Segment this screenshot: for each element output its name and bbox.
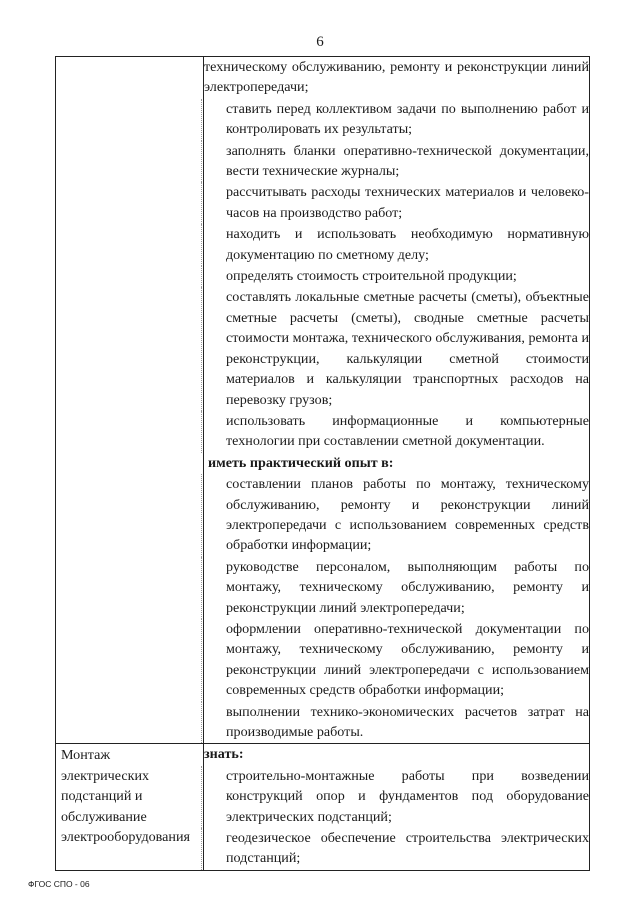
requirements-cell <box>204 57 590 744</box>
table-row <box>56 57 590 744</box>
module-title-cell <box>56 744 204 870</box>
table-row <box>56 744 590 870</box>
list-item: оформлении оперативно-технической документации по монтажу, техническому обслуживанию, ремонту и реконструкции линий электропередачи с использованием современных средств обработки информации; <box>204 619 589 702</box>
list-item: находить и использовать необходимую нормативную документацию по сметному делу; <box>204 224 589 266</box>
list-item: составлении планов работы по монтажу, техническому обслуживанию, ремонту и реконструкции линий электропередачи с использованием современных средств обработки информации; <box>204 474 589 557</box>
section-heading: знать: <box>204 746 244 763</box>
list-item: строительно-монтажные работы при возведении конструкций опор и фундаментов под оборудование электрических подстанций; <box>204 766 589 828</box>
list-item: заполнять бланки оперативно-технической документации, вести технические журналы; <box>204 141 589 183</box>
list-item: определять стоимость строительной продукции; <box>204 266 589 287</box>
footer-label: ФГОС СПО - 06 <box>28 879 90 889</box>
list-item: ставить перед коллективом задачи по выполнению работ и контролировать их результаты; <box>204 99 589 141</box>
list-item: рассчитывать расходы технических материалов и человеко-часов на производство работ; <box>204 182 589 224</box>
module-title-line: Монтаж <box>61 747 111 764</box>
section-heading: иметь практический опыт в: <box>208 454 394 471</box>
requirements-cell <box>204 744 590 870</box>
list-item: выполнении технико-экономических расчетов затрат на производимые работы. <box>204 702 589 744</box>
module-title-line: электрооборудования <box>61 829 190 846</box>
list-item: руководстве персоналом, выполняющим работы по монтажу, техническому обслуживанию, ремонту и реконструкции линий электропередачи; <box>204 557 589 619</box>
module-title-line: обслуживание <box>61 808 147 825</box>
page-number: 6 <box>316 34 324 50</box>
list-item: использовать информационные и компьютерные технологии при составлении сметной документации. <box>204 411 589 453</box>
list-item: геодезическое обеспечение строительства электрических подстанций; <box>204 828 589 870</box>
list-item: техническому обслуживанию, ремонту и реконструкции линий электропередачи; <box>204 59 589 96</box>
competency-table <box>55 56 590 871</box>
list-item: составлять локальные сметные расчеты (сметы), объектные сметные расчеты (сметы), сводные сметные расчеты стоимости монтажа, технического обслуживания, ремонта и реконструкции, калькуляции сметной стоимости материалов и калькуляции транспортных расходов на перевозку грузов; <box>204 287 589 410</box>
module-cell-empty <box>56 57 204 744</box>
module-title-line: электрических <box>61 767 150 784</box>
module-title-line: подстанций и <box>61 788 143 805</box>
